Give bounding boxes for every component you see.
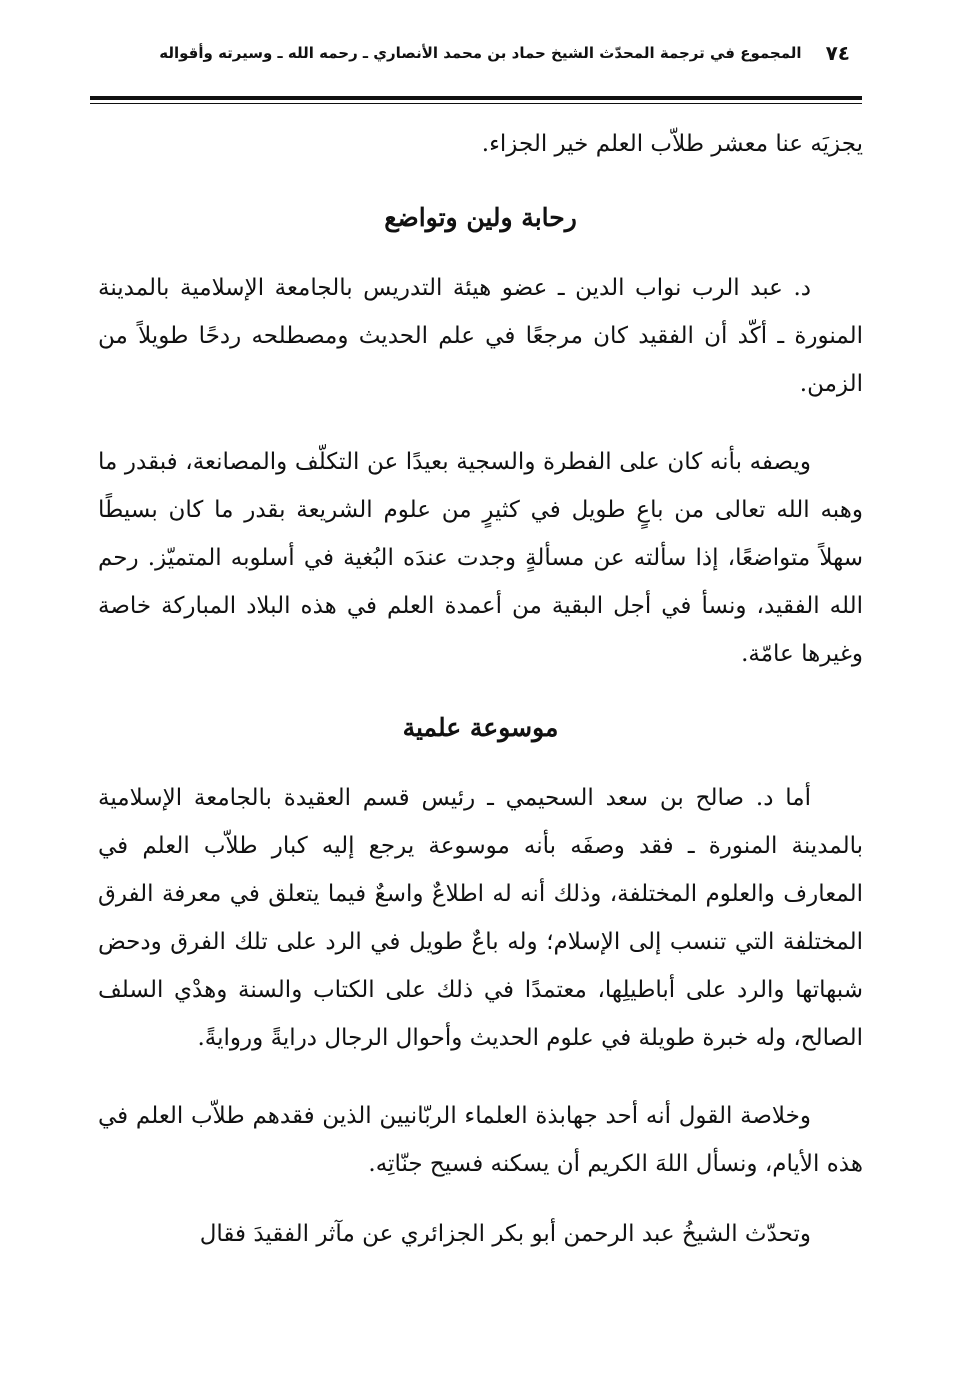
- opening-line: يجزيَه عنا معشر طلاّب العلم خير الجزاء.: [481, 131, 863, 157]
- paragraph: ويصفه بأنه كان على الفطرة والسجية بعيدًا عن التكلّف والمصانعة، فبقدر ما وهبه الله تعالى من باعٍ طويل في كثيرٍ من علوم الشريعة بقدر ما كان بسيطًا سهلاً متواضعًا، إذا سألته عن مسألةٍ وجدت عندَه البُغية في أسلوبه المتميّز. رحم الله الفقيد، ونسأ في أجل البقية من أعمدة العلم في هذه البلاد المباركة خاصة وغيرها عامّة.: [98, 449, 863, 667]
- section-heading: موسوعة علمية: [402, 713, 559, 742]
- running-title: المجموع في ترجمة المحدّث الشيخ حماد بن محمد الأنصاري ـ رحمه الله ـ وسيرته وأقواله: [159, 44, 802, 62]
- paragraph: أما د. صالح بن سعد السحيمي ـ رئيس قسم العقيدة بالجامعة الإسلامية بالمدينة المنورة ـ فقد وصفَه بأنه موسوعة يرجع إليه كبار طلاّب العلم في المعارف والعلوم المختلفة، وذلك أنه له اطلاعٌ واسعٌ فيما يتعلق في معرفة الفرق المختلفة التي تنسب إلى الإسلام؛ وله باعٌ طويل في الرد على تلك الفرق ودحض شبهاتها والرد على أباطيلِها، معتمدًا في ذلك على الكتاب والسنة وهدْي السلف الصالح، وله خبرة طويلة في علوم الحديث وأحوال الرجال درايةً وروايةً.: [98, 785, 863, 1051]
- running-header: [159, 36, 850, 70]
- page-body: [98, 120, 863, 1258]
- paragraph: د. عبد الرب نواب الدين ـ عضو هيئة التدريس بالجامعة الإسلامية بالمدينة المنورة ـ أكّد أن الفقيد كان مرجعًا في علم الحديث ومصطلحه ردحًا طويلاً من الزمن.: [98, 275, 863, 397]
- paragraph: وتحدّث الشيخُ عبد الرحمن أبو بكر الجزائري عن مآثر الفقيدَ فقال: [199, 1221, 811, 1247]
- page-number: ٧٤: [825, 41, 850, 65]
- header-rule-thick: [90, 96, 862, 100]
- paragraph: وخلاصة القول أنه أحد جهابذة العلماء الربّانيين الذين فقدهم طلاّب العلم في هذه الأيام، ونسأل اللهَ الكريم أن يسكنه فسيح جنّاتِه.: [98, 1103, 863, 1177]
- header-rule-thin: [90, 103, 862, 104]
- section-heading: رحابة ولين وتواضع: [384, 203, 577, 232]
